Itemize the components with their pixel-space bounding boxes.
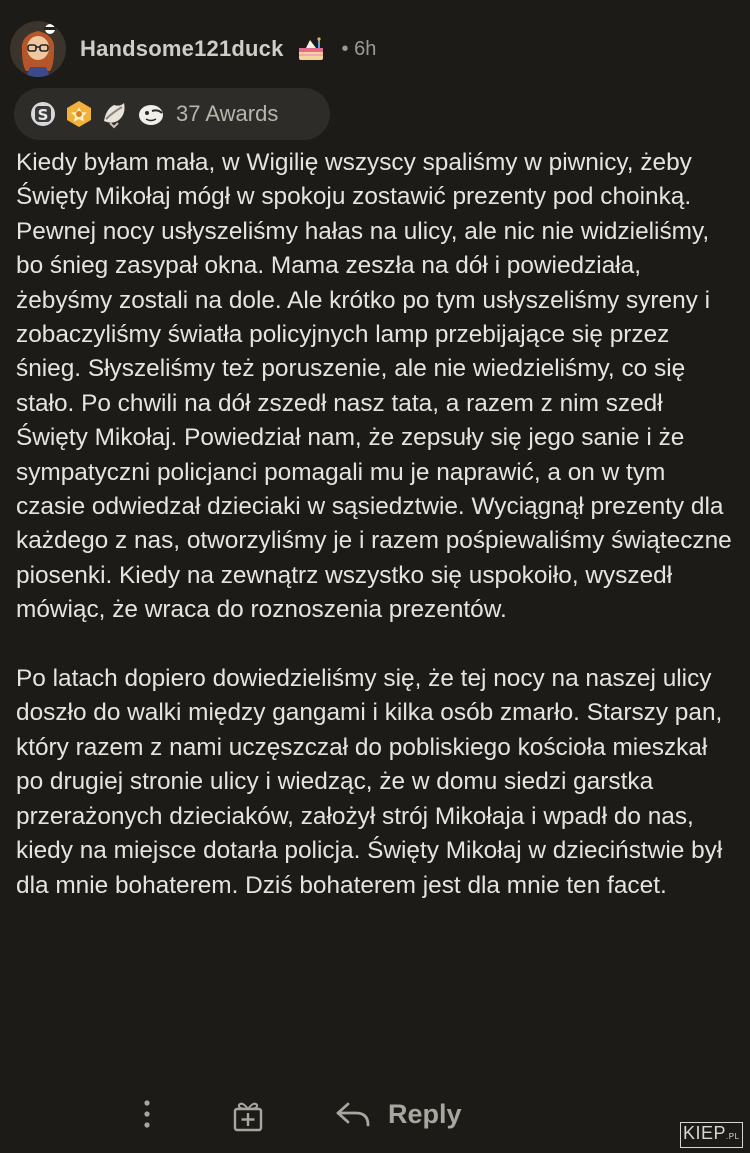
watermark-logo (680, 1122, 743, 1148)
helpful-award-icon (64, 99, 94, 129)
award-add-icon[interactable] (230, 1098, 266, 1134)
awards-pill[interactable] (14, 88, 330, 140)
comment-paragraph-2: Po latach dopiero dowiedzieliśmy się, że tej nocy na naszej ulicy doszło do walki między gangami i kilka osób zmarło. Starszy pan, który razem z nami uczęszczał do pobliskiego kościoła mieszkał po drugiej stronie ulicy i wiedząc, że w domu siedzi garstka przerażonych dzieciaków, założył strój Mikołaja i wpadł do nas, kiedy na miejsce dotarła policja. Święty Mikołaj w dzieciństwie był dla mnie bohaterem. Dziś bohaterem jest dla mnie ten facet. (16, 665, 723, 899)
awards-count: 37 Awards (176, 101, 279, 126)
comment-actions-bar (0, 1090, 750, 1142)
post-time (342, 38, 377, 61)
silver-award-icon (28, 99, 58, 129)
comment-body (16, 146, 738, 903)
author-username[interactable]: Handsome121duck (80, 36, 284, 61)
watermark-text: KIEP (683, 1123, 727, 1143)
rocket-like-award-icon (136, 99, 166, 129)
reply-arrow-icon[interactable] (334, 1098, 372, 1130)
cake-day-icon (296, 36, 326, 62)
svg-text:S: S (37, 106, 49, 124)
site-watermark (680, 1122, 743, 1146)
avatar-image (10, 21, 66, 77)
post-header (10, 14, 376, 84)
wholesome-award-icon (100, 99, 130, 129)
separator-dot: • (341, 37, 349, 60)
watermark-suffix: .PL (726, 1132, 740, 1141)
time-ago: 6h (354, 37, 377, 60)
avatar[interactable] (10, 21, 66, 77)
reply-button[interactable]: Reply (388, 1099, 462, 1129)
more-vertical-icon[interactable] (138, 1096, 156, 1132)
comment-paragraph-1: Kiedy byłam mała, w Wigilię wszyscy spaliśmy w piwnicy, żeby Święty Mikołaj mógł w spokoju zostawić prezenty pod choinką. Pewnej nocy usłyszeliśmy hałas na ulicy, ale nic nie widzieliśmy, bo śnieg zasypał okna. Mama zeszła na dół i powiedziała, żebyśmy zostali na dole. Ale krótko po tym usłyszeliśmy syreny i zobaczyliśmy światła policyjnych lamp przebijające się przez śnieg. Słyszeliśmy też poruszenie, ale nie wiedzieliśmy, co się stało. Po chwili na dół zszedł nasz tata, a razem z nim szedł Święty Mikołaj. Powiedział nam, że zepsuły się jego sanie i że sympatyczni policjanci pomagali mu je naprawić, a on w tym czasie odwiedzał dzieciaki w sąsiedztwie. Wyciągnął prezenty dla każdego z nas, otworzyliśmy je i razem pośpiewaliśmy świąteczne piosenki. Kiedy na zewnątrz wszystko się uspokoiło, wyszedł mówiąc, że wraca do roznoszenia prezentów. (16, 149, 732, 624)
